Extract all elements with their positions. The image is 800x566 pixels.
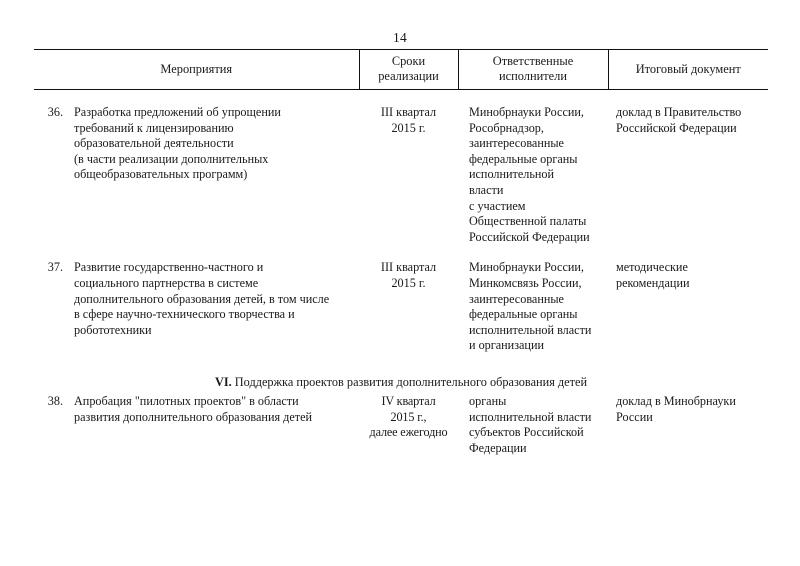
text-line: III квартал <box>380 105 437 119</box>
row-spacer <box>34 90 768 106</box>
table-row <box>34 260 768 354</box>
text-line: далее ежегодно <box>369 425 448 440</box>
text-line: исполнительной власти <box>469 409 592 424</box>
text-line: Рособрнадзор, <box>469 120 544 135</box>
text-line: органы <box>469 393 507 408</box>
row-responsible <box>458 105 608 245</box>
section-heading-row <box>34 354 768 394</box>
text-line: и организации <box>469 338 544 353</box>
text-line: Минобрнауки России, <box>469 260 584 275</box>
row-document <box>608 260 768 354</box>
text-line: Минобрнауки России, <box>469 105 584 119</box>
text-line: дополнительного образования детей, в том числе <box>74 291 330 306</box>
text-line: Развитие государственно-частного и <box>74 260 264 275</box>
text-line: развития дополнительного образования детей <box>74 409 313 424</box>
column-header-line: Ответственные <box>492 54 574 68</box>
text-line: с участием <box>469 198 526 213</box>
text-line: социального партнерства в системе <box>74 275 259 290</box>
table-body <box>34 90 768 552</box>
row-term <box>359 394 458 456</box>
row-event <box>68 260 359 354</box>
row-term <box>359 260 458 354</box>
text-line: заинтересованные <box>469 136 564 151</box>
text-line: заинтересованные <box>469 291 564 306</box>
column-header-line: Сроки <box>391 54 426 68</box>
text-line: рекомендации <box>616 275 690 290</box>
column-header-terms <box>359 50 458 90</box>
row-document <box>608 394 768 456</box>
text-line: Российской Федерации <box>469 229 590 244</box>
row-responsible <box>458 394 608 456</box>
text-line: (в части реализации дополнительных <box>74 151 269 166</box>
column-header-responsible <box>458 50 608 90</box>
text-line: образовательной деятельности <box>74 136 234 151</box>
text-line: исполнительной власти <box>469 322 592 337</box>
text-line: исполнительной <box>469 167 555 182</box>
column-header-events <box>34 50 359 90</box>
action-plan-table <box>34 49 768 551</box>
row-document <box>608 105 768 245</box>
text-line: 2015 г., <box>390 409 427 424</box>
row-number: 36. <box>34 105 68 245</box>
text-line: Минкомсвязь России, <box>469 275 582 290</box>
page-number: 14 <box>393 30 407 45</box>
text-line: власти <box>469 182 504 197</box>
text-line: методические <box>616 260 688 275</box>
text-line: субъектов Российской <box>469 425 584 440</box>
section-title: Поддержка проектов развития дополнительного образования детей <box>234 374 588 389</box>
row-event <box>68 394 359 456</box>
text-line: федеральные органы <box>469 307 578 322</box>
table-header-row <box>34 50 768 90</box>
section-numeral: VI. <box>214 374 232 389</box>
text-line: 2015 г. <box>391 275 426 290</box>
text-line: Федерации <box>469 440 527 455</box>
column-header-line: Мероприятия <box>160 61 233 76</box>
text-line: федеральные органы <box>469 151 578 166</box>
text-line: Разработка предложений об упрощении <box>74 105 281 119</box>
column-header-line: исполнители <box>499 69 567 83</box>
text-line: Апробация "пилотных проектов" в области <box>74 393 299 408</box>
text-line: в сфере научно-технического творчества и <box>74 307 295 322</box>
row-number: 38. <box>34 394 68 456</box>
text-line: Общественной палаты <box>469 214 587 229</box>
text-line: III квартал <box>380 260 437 275</box>
table-header <box>34 50 768 90</box>
row-event <box>68 105 359 245</box>
text-line: доклад в Правительство <box>616 105 742 119</box>
table-row <box>34 394 768 456</box>
text-line: доклад в Минобрнауки <box>616 393 736 408</box>
row-number: 37. <box>34 260 68 354</box>
row-term <box>359 105 458 245</box>
page-blank-area <box>34 456 768 551</box>
table-row <box>34 105 768 245</box>
row-spacer <box>34 245 768 260</box>
text-line: 2015 г. <box>391 120 426 135</box>
row-responsible <box>458 260 608 354</box>
text-line: робототехники <box>74 322 152 337</box>
column-header-document <box>608 50 768 90</box>
text-line: общеобразовательных программ) <box>74 167 248 182</box>
text-line: требований к лицензированию <box>74 120 234 135</box>
column-header-line: реализации <box>378 69 439 83</box>
text-line: России <box>616 409 653 424</box>
section-heading <box>34 354 768 394</box>
text-line: IV квартал <box>381 393 436 408</box>
column-header-line: Итоговый документ <box>635 61 741 76</box>
text-line: Российской Федерации <box>616 120 737 135</box>
